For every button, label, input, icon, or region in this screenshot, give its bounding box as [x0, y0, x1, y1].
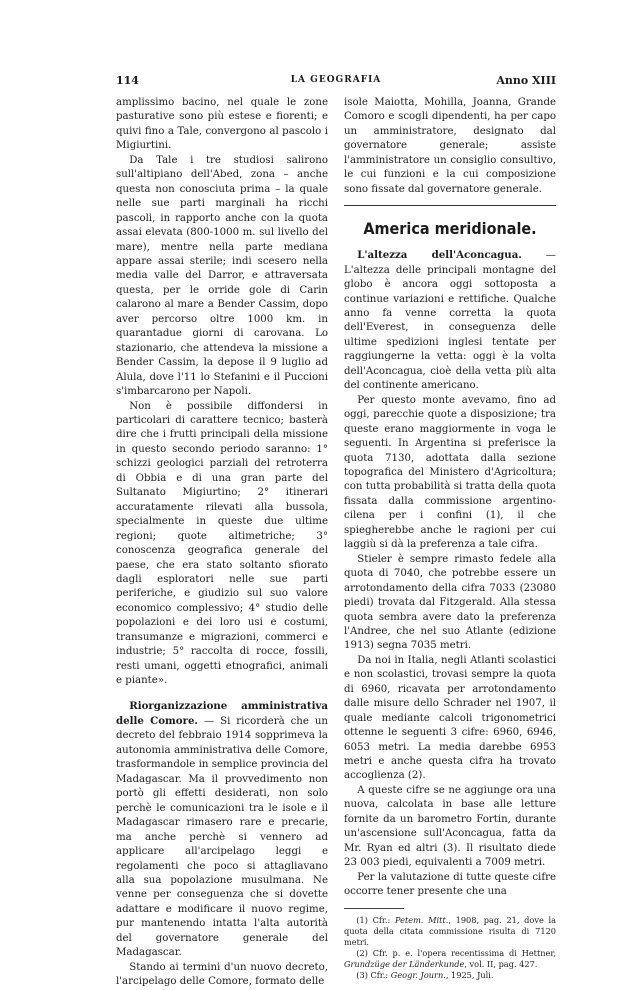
aconcagua-section — [344, 248, 556, 394]
paragraph: Non è possibile diffondersi in particolari di carattere tecnico; basterà dire che i frutti principali della missione in questo secondo periodo saranno: 1° schizzi geologici parziali del retroterra di Obbia e di una gran parte del Sultanato Migiurtino; 2° itinerari accuratamente rilevati alla bussola, specialmente in queste due ultime regioni; quote altimetriche; 3° conoscenza geografica generale del paese, che era stato soltanto sfiorato dagli esploratori nelle sue parti periferiche, e giudizio sul suo valore economico complessivo; 4° studio delle popolazioni e dei loro usi e costumi, transumanze e migrazioni, commerci e industrie; 5° raccolta di rocce, fossili, resti umani, oggetti etnografici, animali e piante». — [116, 400, 328, 687]
section-text: — L'altezza delle principali montagne del globo è ancora oggi sottoposta a continue variazioni e rettifiche. Qualche anno fa venne corretta la quota dell'Everest, in conseguenza delle ultime spedizioni inglesi tentate per raggiungerne la vetta: oggi è la volta dell'Aconcagua, cioè della vetta più alta del continente americano. — [344, 250, 556, 392]
footnote-divider — [344, 908, 404, 909]
subheading-aconcagua: L'altezza dell'Aconcagua. — [357, 249, 522, 262]
footnote-3: (3) Cfr.: Geogr. Journ., 1925, Juli. — [356, 969, 494, 980]
section-title-america: America meridionale. — [363, 219, 537, 239]
paragraph: A queste cifre se ne aggiunge ora una nuova, calcolata in base alle letture fornite da un barometro Fortin, durante un'ascensione sull'Aconcagua, fatta da Mr. Ryan ed altri (3). Il risultato diede 23 003 piedi, equivalenti a 7009 metri. — [344, 784, 556, 869]
footnotes — [344, 915, 556, 981]
paragraph: isole Maiotta, Mohilla, Joanna, Grande Comoro e scogli dipendenti, ha per capo un amministratore, designato dal governatore generale; assiste l'amministratore un consiglio consultivo, le cui funzioni e la cui composizione sono fissate dal governatore generale. — [344, 97, 556, 195]
comore-section — [116, 699, 328, 961]
left-column — [116, 96, 328, 990]
journal-title: LA GEOGRAFIA — [290, 75, 382, 85]
running-header — [116, 74, 556, 90]
right-column — [344, 96, 556, 981]
section-text: — Si ricorderà che un decreto del febbraio 1914 sopprimeva la autonomia amministrativa delle Comore, trasformandole in semplice provincia del Madagascar. Ma il provvedimento non portò gli effetti desiderati, non solo perchè le comunicazioni tra le isole e il Madagascar rimasero rare e precarie, ma anche perchè si vennero ad applicare all'arcipelago leggi e regolamenti che poco si attagliavano alla sua popolazione musulmana. Ne venne per conseguenza che si dovette adattare e modificare il nuovo regime, pur mantenendo intatta l'alta autorità del governatore generale del Madagascar. — [116, 716, 328, 959]
footnote-1: (1) Cfr.: Petem. Mitt., 1908, pag. 21, dove la quota della citata commissione risulta di 7120 metri. — [344, 914, 556, 947]
volume-label: Anno XIII — [496, 74, 556, 87]
paragraph: amplissimo bacino, nel quale le zone pasturative sono più estese e fiorenti; e quivi fino a Tale, convergono al pascolo i Migiurtini. — [116, 97, 328, 152]
section-divider — [344, 205, 556, 206]
paragraph: Per la valutazione di tutte queste cifre occorre tener presente che una — [344, 871, 556, 898]
paragraph: Stieler è sempre rimasto fedele alla quota di 7040, che potrebbe essere un arrotondamento della cifra 7033 (23080 piedi) trovata dal Fitzgerald. Alla stessa quota sembra avere dato la preferenza l'Andree, che nel suo Atlante (edizione 1913) segna 7035 metri. — [344, 553, 556, 652]
paragraph: Per questo monte avevamo, fino ad oggi, parecchie quote a disposizione; tra queste erano maggiormente in voga le seguenti. In Argentina si preferisce la quota 7130, adottata dalla sezione topografica del Ministero d'Agricoltura; con tutta probabilità si tratta della quota fissata dalla commissione argentino-cilena per i confini (1), il che spiegherebbe anche le ragioni per cui laggiù si dà la preferenza a tale cifra. — [344, 394, 556, 551]
paragraph: Da Tale i tre studiosi salirono sull'altipiano dell'Abed, zona – anche questa non conosciuta prima – la quale nelle sue parti marginali ha ricchi pascoli, in rapporto anche con la quota assai elevata (800-1000 m. sul livello del mare), mentre nella parte mediana appare assai sterile; indi scesero nella media valle del Darror, e attraversata questa, per le orride gole di Carin calarono al mare a Bender Cassim, dopo aver percorso oltre 1000 km. in quarantadue giorni di carovana. Lo stazionario, che attendeva la missione a Bender Cassim, la depose il 9 luglio ad Alula, dove l'11 lo Stefanini e il Puccioni s'imbarcarono per Napoli. — [116, 154, 328, 398]
section-heading-comore: Riorganizzazione amministrativa delle Comore. — [116, 699, 328, 728]
page-number: 114 — [116, 74, 139, 87]
paragraph: Da noi in Italia, negli Atlanti scolastici e non scolastici, trovasi sempre la quota di 6960, ricavata per arrotondamento dalle misure dello Schrader nel 1907, il quale mediante calcoli trigonometrici ottenne le seguenti 3 cifre: 6960, 6946, 6053 metri. La media darebbe 6953 metri e anche questa cifra ha trovato accoglienza (2). — [344, 654, 556, 782]
footnote-2: (2) Cfr. p. e. l'opera recentissima di Hettner, Grundzüge der Länderkunde, vol. II, pag. 427. — [344, 947, 556, 969]
paragraph: Stando ai termini d'un nuovo decreto, l'arcipelago delle Comore, formato delle — [116, 961, 328, 988]
